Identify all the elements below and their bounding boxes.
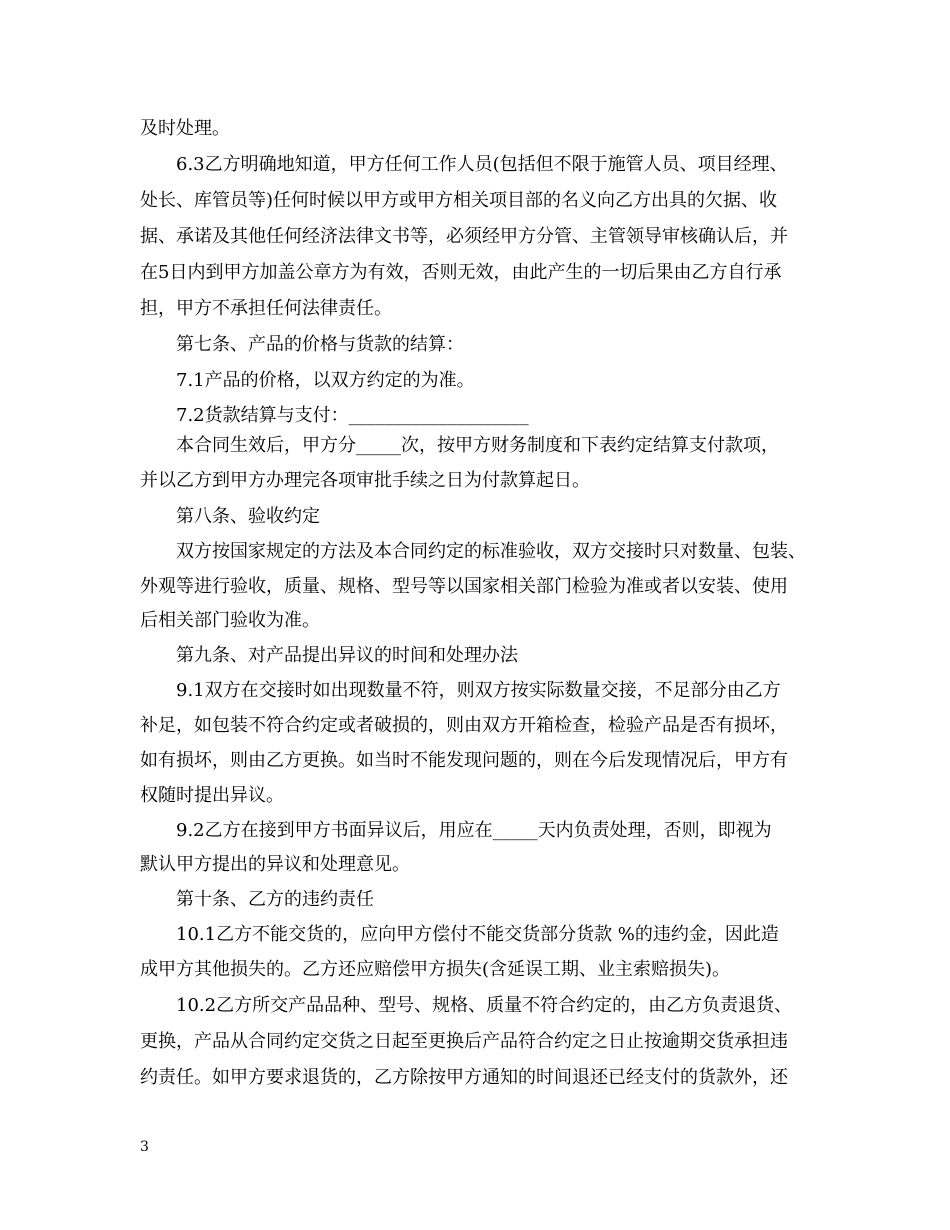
section-heading: 第八条、验收约定 [176,506,320,527]
paragraph-line: 7.1产品的价格，以双方约定的为准。 [176,370,475,391]
paragraph-line: 补足，如包装不符合约定或者破损的，则由双方开箱检查，检验产品是否有损坏， [140,715,788,736]
paragraph-line: 9.1双方在交接时如出现数量不符，则双方按实际数量交接，不足部分由乙方 [176,680,781,701]
paragraph-line: 如有损坏，则由乙方更换。如当时不能发现问题的，则在今后发现情况后，甲方有 [140,750,788,771]
paragraph-line: 本合同生效后，甲方分_____次，按甲方财务制度和下表约定结算支付款项， [176,435,779,456]
paragraph-line: 约责任。如甲方要求退货的，乙方除按甲方通知的时间退还已经支付的货款外，还 [140,1067,788,1088]
paragraph-line: 10.1乙方不能交货的，应向甲方偿付不能交货部分货款 %的违约金，因此造 [176,924,779,945]
paragraph-line: 据、承诺及其他任何经济法律文书等，必须经甲方分管、主管领导审核确认后，并 [140,226,788,247]
paragraph-line: 6.3乙方明确地知道，甲方任何工作人员(包括但不限于施管人员、项目经理、 [176,154,788,175]
paragraph-line: 7.2货款结算与支付：____________________ [176,405,529,426]
paragraph-line: 更换，产品从合同约定交货之日起至更换后产品符合约定之日止按逾期交货承担违 [140,1031,788,1052]
paragraph-line: 权随时提出异议。 [140,785,284,806]
paragraph-line: 后相关部门验收为准。 [140,610,320,631]
page-number: 3 [140,1139,149,1155]
paragraph-line: 9.2乙方在接到甲方书面异议后，用应在_____天内负责处理，否则，即视为 [176,820,772,841]
paragraph-line: 10.2乙方所交产品品种、型号、规格、质量不符合约定的，由乙方负责退货、 [176,995,793,1016]
paragraph-line: 及时处理。 [140,118,230,139]
paragraph-line: 并以乙方到甲方办理完各项审批手续之日为付款算起日。 [140,470,590,491]
paragraph-line: 双方按国家规定的方法及本合同约定的标准验收，双方交接时只对数量、包装、 [176,541,806,562]
section-heading: 第七条、产品的价格与货款的结算： [176,334,464,355]
paragraph-line: 在5日内到甲方加盖公章方为有效，否则无效，由此产生的一切后果由乙方自行承 [140,262,782,283]
paragraph-line: 处长、库管员等)任何时候以甲方或甲方相关项目部的名义向乙方出具的欠据、收 [140,190,778,211]
section-heading: 第十条、乙方的违约责任 [176,889,374,910]
section-heading: 第九条、对产品提出异议的时间和处理办法 [176,645,518,666]
paragraph-line: 担，甲方不承担任何法律责任。 [140,298,392,319]
paragraph-line: 成甲方其他损失的。乙方还应赔偿甲方损失(含延误工期、业主索赔损失)。 [140,959,731,980]
paragraph-line: 默认甲方提出的异议和处理意见。 [140,854,410,875]
paragraph-line: 外观等进行验收，质量、规格、型号等以国家相关部门检验为准或者以安装、使用 [140,576,788,597]
